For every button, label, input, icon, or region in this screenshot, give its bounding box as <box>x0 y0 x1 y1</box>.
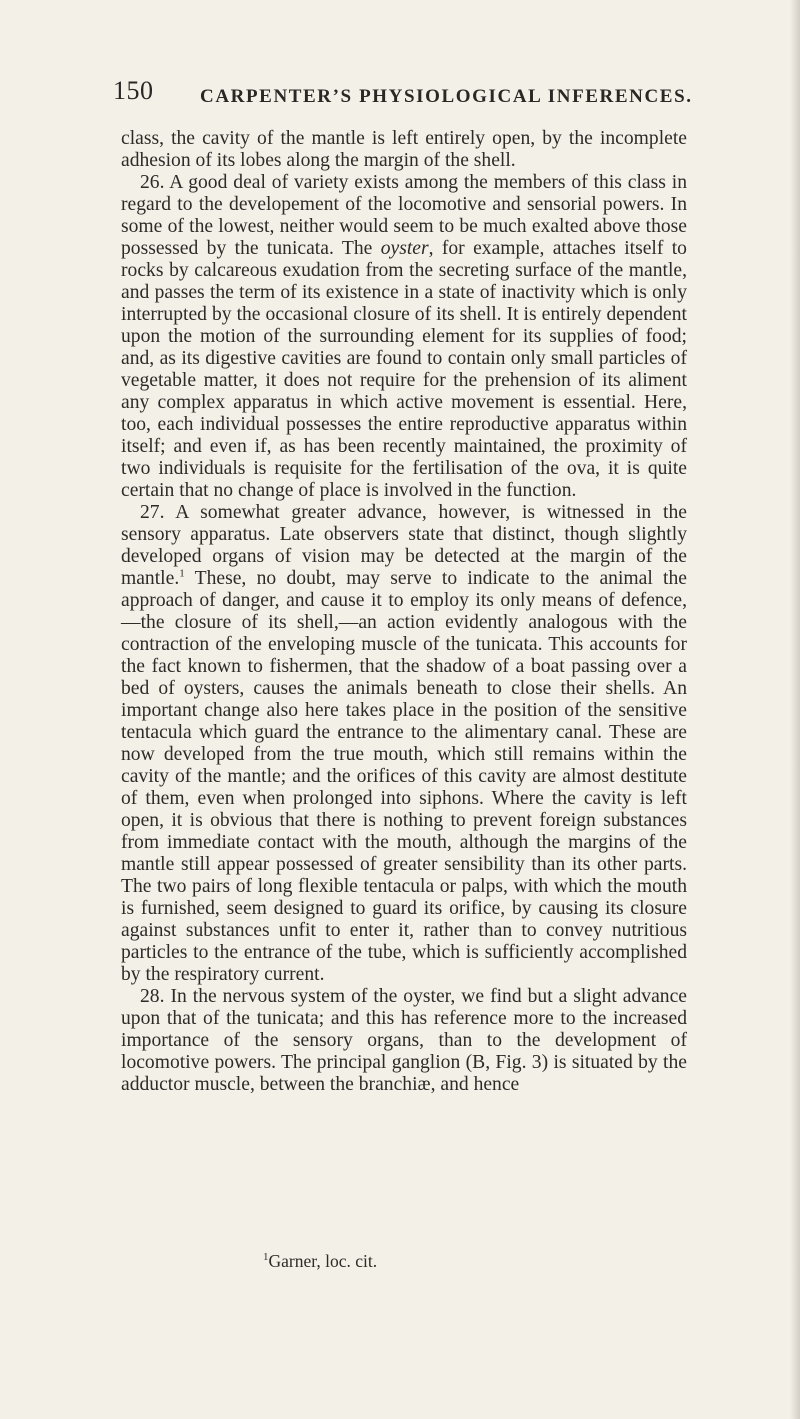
footnote-mark: 1 <box>263 1251 269 1264</box>
body-text <box>121 128 687 1096</box>
page-edge-shadow <box>790 0 800 1419</box>
footnote-reference[interactable]: 1 <box>179 567 185 580</box>
paragraph-26: 26. A good deal of variety exists among the members of this class in regard to the developement of the locomotive and sensorial powers. In some of the lowest, neither would seem to be much exalted above those possessed by the tunicata. The oyster, for example, attaches itself to rocks by calcareous exudation from the secreting surface of the mantle, and passes the term of its existence in a state of inactivity which is only interrupted by the occasional closure of its shell. It is entirely dependent upon the motion of the surrounding element for its supplies of food; and, as its digestive cavities are found to contain only small particles of vegetable matter, it does not require for the prehension of its aliment any complex apparatus in which active movement is essential. Here, too, each individual possesses the entire reproductive apparatus within itself; and even if, as has been recently maintained, the proximity of two individuals is requisite for the fertilisation of the ova, it is quite certain that no change of place is involved in the function. <box>121 172 687 501</box>
page-number: 150 <box>113 76 154 105</box>
paragraph-continuation: class, the cavity of the mantle is left entirely open, by the incomplete adhesion of its lobes along the margin of the shell. <box>121 128 687 171</box>
italic-term-oyster: oyster <box>380 238 429 259</box>
running-title: CARPENTER’S PHYSIOLOGICAL INFERENCES. <box>200 86 693 107</box>
footnote <box>263 1251 377 1272</box>
paragraph-27: 27. A somewhat greater advance, however, is witnessed in the sensory apparatus. Late observers state that distinct, though slightly developed organs of vision may be detected at the margin of the mantle.$^1$ These, no doubt, may serve to indicate to the animal the approach of danger, and cause it to employ its only means of defence,—the closure of its shell,—an action evidently analogous with the contraction of the enveloping muscle of the tunicata. This accounts for the fact known to fishermen, that the shadow of a boat passing over a bed of oysters, causes the animals beneath to close their shells. An important change also here takes place in the position of the sensitive tentacula which guard the entrance to the alimentary canal. These are now developed from the true mouth, which still remains within the cavity of the mantle; and the orifices of this cavity are almost destitute of them, even when prolonged into siphons. Where the cavity is left open, it is obvious that there is nothing to prevent foreign substances from immediate contact with the mouth, although the margins of the mantle still appear possessed of greater sensibility than its other parts. The two pairs of long flexible tentacula or palps, with which the mouth is furnished, seem designed to guard its orifice, by causing its closure against substances unfit to enter it, rather than to convey nutritious particles to the entrance of the tube, which is sufficiently accomplished by the respiratory current. <box>121 502 687 985</box>
paragraph-28: 28. In the nervous system of the oyster, we find but a slight advance upon that of the tunicata; and this has reference more to the increased importance of the sensory organs, than to the development of locomotive powers. The principal ganglion (B, Fig. 3) is situated by the adductor muscle, between the branchiæ, and hence <box>121 986 687 1095</box>
footnote-text: Garner, loc. cit. <box>268 1251 378 1271</box>
